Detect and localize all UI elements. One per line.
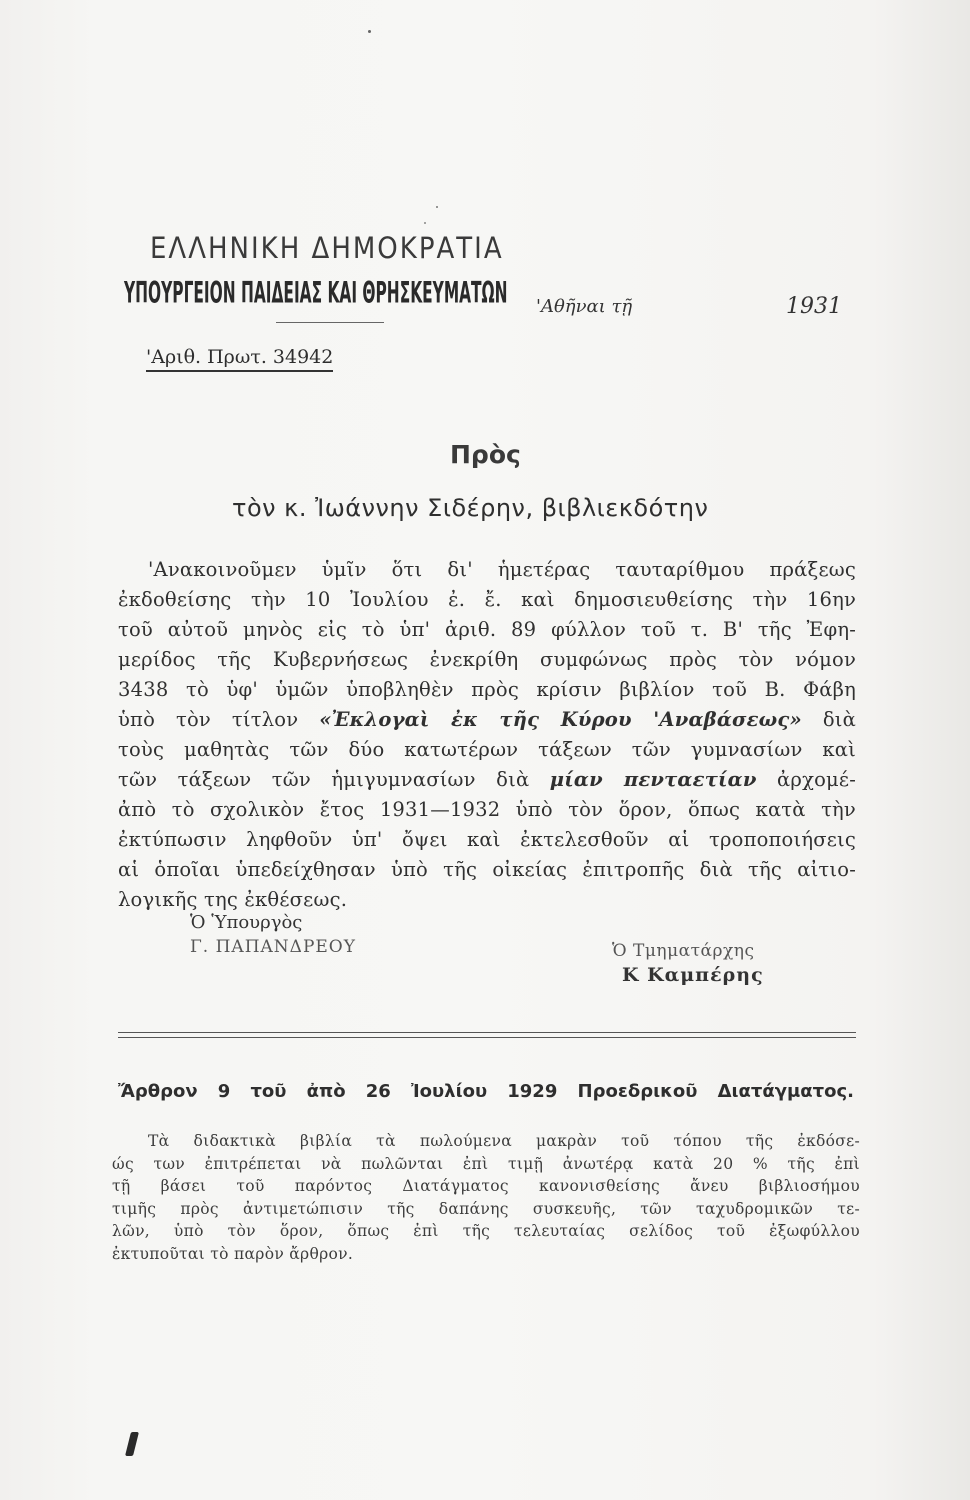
- paper-speck: [368, 30, 371, 33]
- minister-title: Ὁ Ὑπουργὸς: [190, 912, 303, 933]
- body-line: τοὺς μαθητὰς τῶν δύο κατωτέρων τάξεων τῶν γυμνασίων καὶ: [118, 738, 856, 761]
- body-text-segment: ἀρχομέ-: [756, 768, 856, 791]
- year: 1931: [786, 294, 842, 319]
- article-line: ώς των ἐπιτρέπεται νὰ πωλῶνται ἐπὶ τιμῇ ἀνωτέρᾳ κατὰ 20 % τῆς ἐπὶ: [112, 1154, 860, 1173]
- article-title: Ἄρθρον 9 τοῦ ἀπὸ 26 Ἰουλίου 1929 Προεδρικοῦ Διατάγματος.: [118, 1081, 854, 1102]
- article-line: τιμῆς πρὸς ἀντιμετώπισιν τῆς δαπάνης συσκευῆς, τῶν ταχυδρομικῶν τε-: [112, 1199, 860, 1218]
- date-label: 'Αθῆναι τῇ: [536, 296, 633, 317]
- book-title: «Ἐκλογαὶ ἐκ τῆς Κύρου 'Αναβάσεως»: [319, 708, 802, 731]
- body-line: ἐκτύπωσιν ληφθοῦν ὑπ' ὄψει καὶ ἐκτελεσθοῦν αἱ τροποποιήσεις: [118, 828, 856, 851]
- body-line: τοῦ αὐτοῦ μηνὸς εἰς τὸ ὑπ' ἀριθ. 89 φύλλον τοῦ τ. Β' τῆς Ἐφη-: [118, 618, 856, 641]
- body-text-segment: διὰ: [801, 708, 856, 731]
- body-line: [118, 765, 856, 795]
- department-head-title: Ὁ Τμηματάρχης: [612, 941, 755, 961]
- minister-name: Γ. ΠΑΠΑΝΔΡΕΟΥ: [190, 937, 356, 957]
- ministry-header: ΥΠΟΥΡΓΕΙΟΝ ΠΑΙΔΕΙΑΣ ΚΑΙ ΘΡΗΣΚΕΥΜΑΤΩΝ: [124, 277, 508, 311]
- body-line: ἀπὸ τὸ σχολικὸν ἔτος 1931—1932 ὑπὸ τὸν ὅρον, ὅπως κατὰ τὴν: [118, 798, 856, 821]
- article-line: λῶν, ὑπὸ τὸν ὅρον, ὅπως ἐπὶ τῆς τελευταίας σελίδος τοῦ ἐξωφύλλου: [112, 1222, 860, 1240]
- paper-speck: [424, 222, 426, 224]
- state-header: ΕΛΛΗΝΙΚΗ ΔΗΜΟΚΡΑΤΙΑ: [150, 232, 504, 266]
- letter-body: [118, 555, 856, 915]
- body-text-segment: ὑπὸ τὸν τίτλον: [118, 708, 320, 731]
- section-divider-bottom: [118, 1037, 856, 1038]
- body-text-segment: τῶν τάξεων τῶν ἡμιγυμνασίων διὰ: [118, 768, 550, 791]
- to-label: Πρὸς: [450, 440, 521, 469]
- body-line: [118, 705, 856, 735]
- department-head-name: Κ Καμπέρης: [622, 964, 764, 986]
- body-line: μερίδος τῆς Κυβερνήσεως ἐνεκρίθη συμφώνως πρὸς τὸν νόμον: [118, 648, 856, 671]
- body-line: 3438 τὸ ὑφ' ὑμῶν ὑποβληθὲν πρὸς κρίσιν βιβλίον τοῦ Β. Φάβη: [118, 678, 856, 701]
- body-line: λογικῆς της ἐκθέσεως.: [118, 888, 348, 911]
- paper-speck: [436, 206, 438, 208]
- body-line: ἐκδοθείσης τὴν 10 Ἰουλίου ἐ. ἔ. καὶ δημοσιευθείσης τὴν 16ην: [118, 588, 856, 611]
- emphasized-period: μίαν πενταετίαν: [549, 768, 757, 791]
- article-body: [112, 1130, 860, 1265]
- section-divider-top: [118, 1032, 856, 1033]
- body-line: 'Ανακοινοῦμεν ὑμῖν ὅτι δι' ἡμετέρας ταυταρίθμου πράξεως: [148, 558, 856, 581]
- header-divider: [276, 322, 384, 323]
- body-line: αἱ ὁποῖαι ὑπεδείχθησαν ὑπὸ τῆς οἰκείας ἐπιτροπῆς διὰ τῆς αἰτιο-: [118, 858, 856, 881]
- recipient-name: τὸν κ. Ἰωάννην Σιδέρην, βιβλιεκδότην: [232, 494, 709, 522]
- article-line: ἐκτυποῦται τὸ παρὸν ἄρθρον.: [112, 1244, 354, 1263]
- article-line: τῇ βάσει τοῦ παρόντος Διατάγματος κανονισθείσης ἄνευ βιβλιοσήμου: [112, 1177, 860, 1195]
- article-line: Τὰ διδακτικὰ βιβλία τὰ πωλούμενα μακρὰν τοῦ τόπου τῆς ἐκδόσε-: [148, 1132, 860, 1150]
- protocol-number: 'Αριθ. Πρωτ. 34942: [146, 346, 333, 372]
